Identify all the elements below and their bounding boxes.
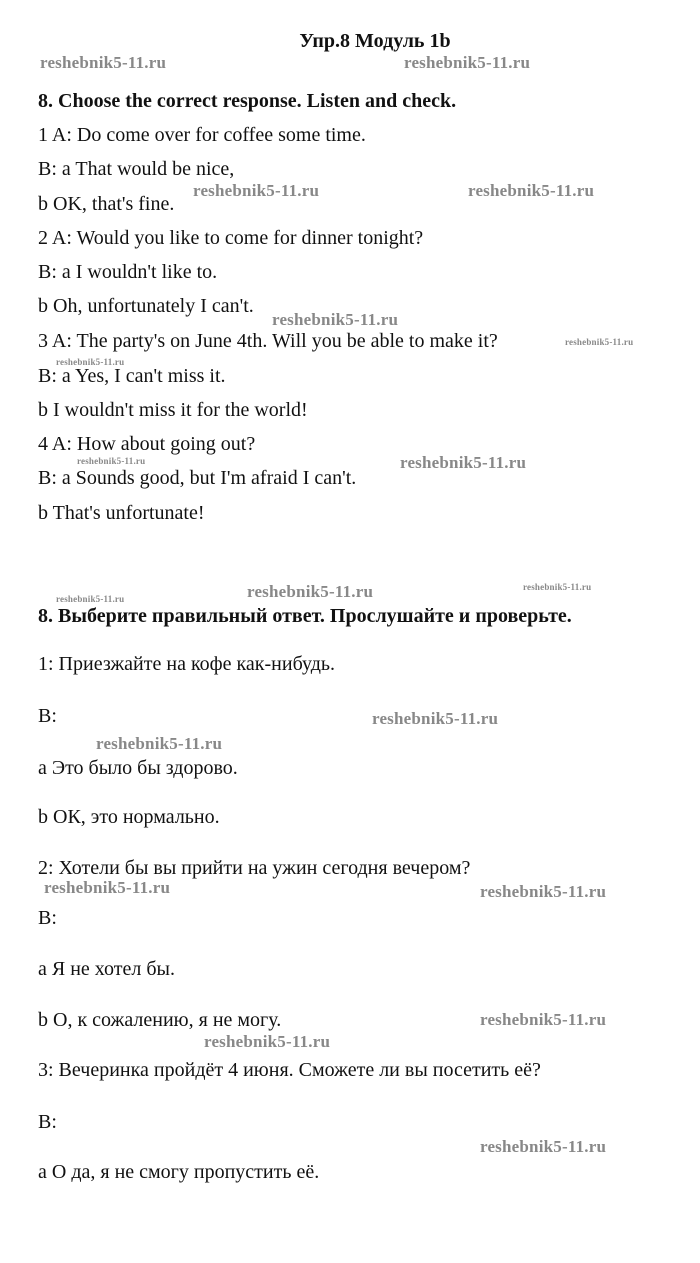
russian-line-6: B: xyxy=(38,907,57,929)
watermark: reshebnik5-11.ru xyxy=(272,310,399,329)
watermark: reshebnik5-11.ru xyxy=(247,582,374,601)
english-line-11: B: a Sounds good, but I'm afraid I can't. xyxy=(38,467,357,489)
watermark: reshebnik5-11.ru xyxy=(44,878,171,897)
english-line-12: b That's unfortunate! xyxy=(38,502,205,524)
english-line-8: B: a Yes, I can't miss it. xyxy=(38,365,226,387)
russian-line-7: a Я не хотел бы. xyxy=(38,958,175,980)
watermark: reshebnik5-11.ru xyxy=(193,181,320,200)
watermark: reshebnik5-11.ru xyxy=(96,734,223,753)
english-line-2: B: a That would be nice, xyxy=(38,158,235,180)
russian-line-1: 1: Приезжайте на кофе как-нибудь. xyxy=(38,653,336,675)
watermark: reshebnik5-11.ru xyxy=(480,1137,607,1156)
watermark: reshebnik5-11.ru xyxy=(56,594,125,604)
page-title: Упр.8 Модуль 1b xyxy=(299,30,451,52)
english-line-3: b OK, that's fine. xyxy=(38,193,175,215)
english-heading: 8. Choose the correct response. Listen and check. xyxy=(38,90,457,112)
watermark: reshebnik5-11.ru xyxy=(204,1032,331,1051)
russian-line-8: b О, к сожалению, я не могу. xyxy=(38,1009,282,1031)
watermark: reshebnik5-11.ru xyxy=(400,453,527,472)
watermark: reshebnik5-11.ru xyxy=(523,582,592,592)
russian-heading: 8. Выберите правильный ответ. Прослушайте и проверьте. xyxy=(38,605,572,627)
russian-line-10: B: xyxy=(38,1111,57,1133)
english-line-5: B: a I wouldn't like to. xyxy=(38,261,218,283)
russian-line-5: 2: Хотели бы вы прийти на ужин сегодня вечером? xyxy=(38,857,471,879)
watermark: reshebnik5-11.ru xyxy=(468,181,595,200)
watermark: reshebnik5-11.ru xyxy=(56,357,125,367)
watermark: reshebnik5-11.ru xyxy=(480,1010,607,1029)
russian-line-11: a О да, я не смогу пропустить её. xyxy=(38,1161,320,1183)
russian-line-3: a Это было бы здорово. xyxy=(38,757,238,779)
english-line-1: 1 A: Do come over for coffee some time. xyxy=(38,124,366,146)
russian-line-9: 3: Вечеринка пройдёт 4 июня. Сможете ли вы посетить её? xyxy=(38,1059,541,1081)
russian-line-4: b ОК, это нормально. xyxy=(38,806,220,828)
english-line-6: b Oh, unfortunately I can't. xyxy=(38,295,254,317)
watermark: reshebnik5-11.ru xyxy=(565,337,634,347)
watermark: reshebnik5-11.ru xyxy=(404,53,531,72)
english-line-7: 3 A: The party's on June 4th. Will you be able to make it? xyxy=(38,330,498,352)
english-line-10: 4 A: How about going out? xyxy=(38,433,256,455)
watermark: reshebnik5-11.ru xyxy=(77,456,146,466)
english-line-9: b I wouldn't miss it for the world! xyxy=(38,399,308,421)
watermark: reshebnik5-11.ru xyxy=(372,709,499,728)
watermark: reshebnik5-11.ru xyxy=(40,53,167,72)
english-line-4: 2 A: Would you like to come for dinner tonight? xyxy=(38,227,424,249)
russian-line-2: B: xyxy=(38,705,57,727)
watermark: reshebnik5-11.ru xyxy=(480,882,607,901)
